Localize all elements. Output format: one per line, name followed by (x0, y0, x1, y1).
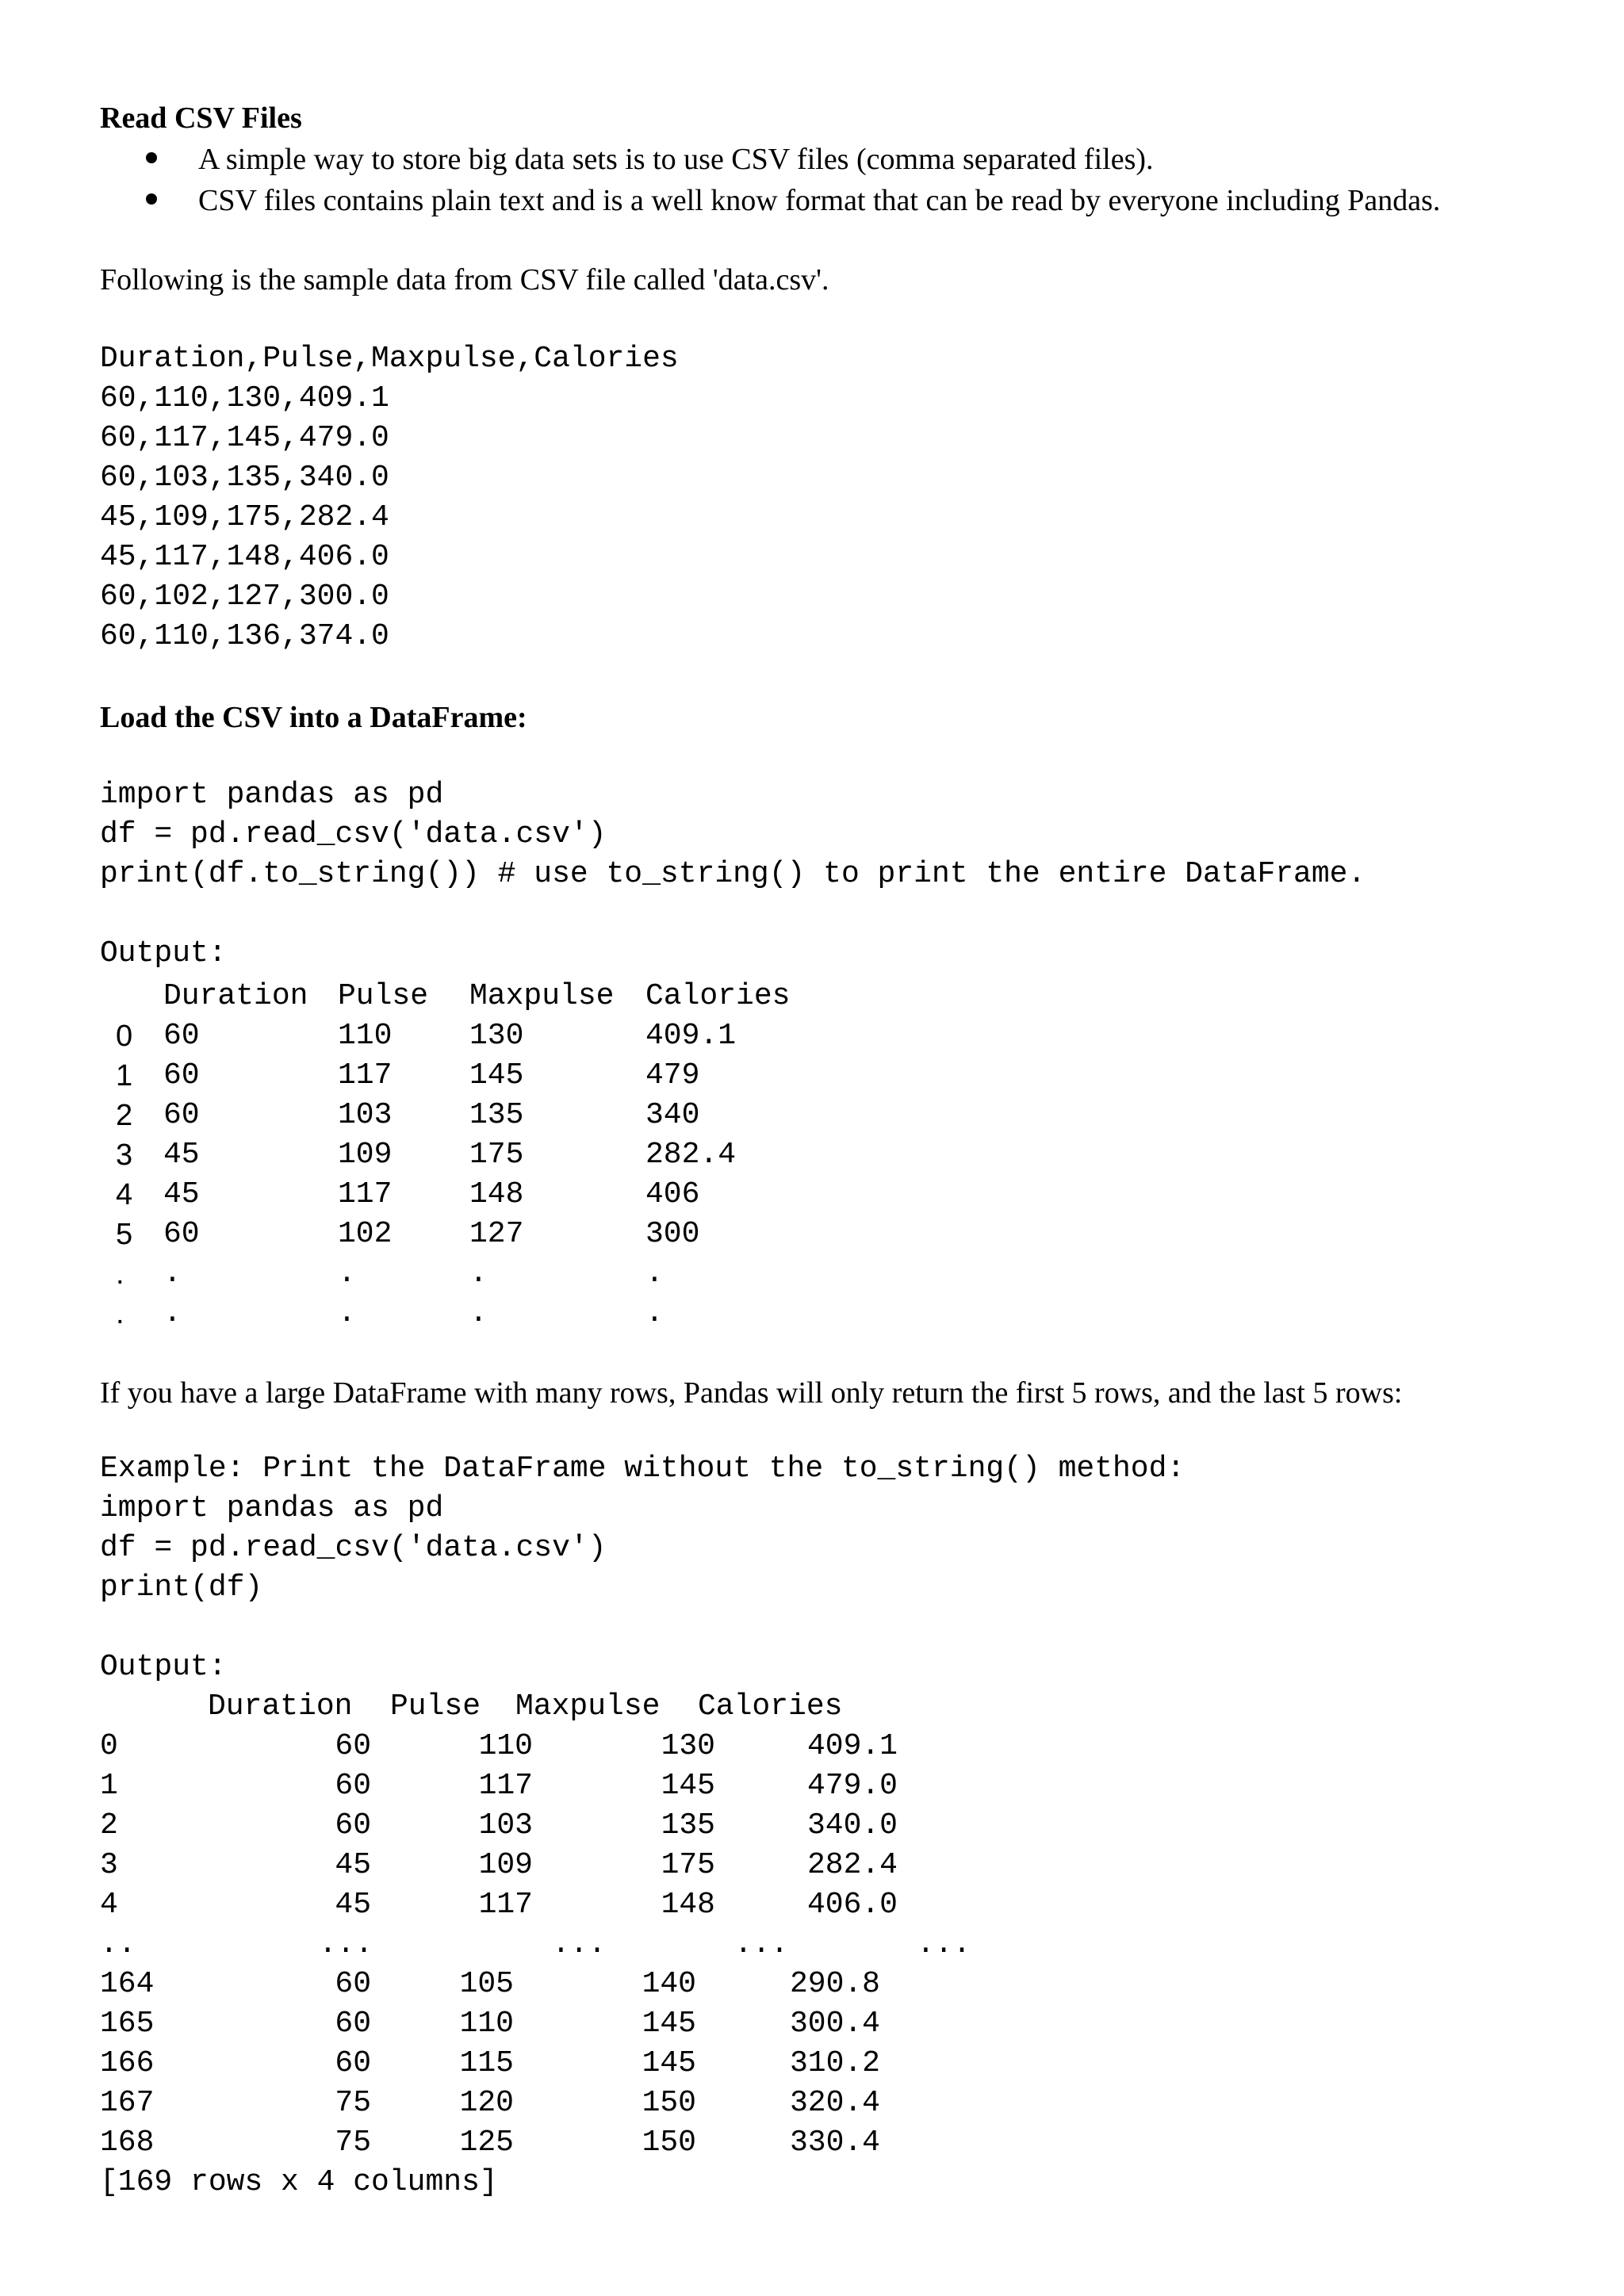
table-cell: 150 (642, 2126, 696, 2160)
table-cell: 340.0 (806, 1808, 898, 1843)
table-cell: 45 (335, 1848, 371, 1882)
table-cell: 479.0 (806, 1769, 898, 1803)
csv-line: 60,110,136,374.0 (100, 619, 389, 653)
table-cell: 406 (645, 1177, 700, 1211)
table-cell: 145 (661, 1769, 715, 1803)
csv-line: 60,102,127,300.0 (100, 580, 389, 614)
code-block-1 (100, 775, 1365, 894)
table-cell: 145 (642, 2007, 696, 2041)
code-line: df = pd.read_csv('data.csv') (100, 1531, 607, 1565)
table-cell: 282.4 (645, 1138, 737, 1172)
table-cell: . (469, 1296, 488, 1330)
bullet-text: A simple way to store big data sets is to use CSV files (comma separated files). (198, 143, 1154, 176)
table-cell: 145 (469, 1058, 524, 1093)
table-cell: 103 (338, 1098, 393, 1132)
column-header: Pulse (390, 1689, 481, 1724)
table-cell: 109 (478, 1848, 533, 1882)
intro-paragraph: Following is the sample data from CSV file called 'data.csv'. (100, 263, 829, 297)
table-cell: 125 (459, 2126, 514, 2160)
table-cell: ... (552, 1927, 607, 1961)
table-cell: 60 (335, 2046, 371, 2080)
table-cell: ... (319, 1927, 373, 1961)
table-cell: . (645, 1257, 664, 1291)
table-cell: 60 (335, 2007, 371, 2041)
column-header: Maxpulse (515, 1689, 661, 1724)
row-index: 4 (100, 1888, 118, 1922)
column-header: Duration (208, 1689, 353, 1724)
table-cell: 60 (335, 1729, 371, 1763)
table-cell: 60 (335, 1769, 371, 1803)
row-index: 166 (100, 2046, 155, 2080)
table-cell: 117 (338, 1177, 393, 1211)
column-header: Duration (163, 979, 308, 1013)
table-cell: 117 (478, 1888, 533, 1922)
row-index: 3 (100, 1848, 118, 1882)
table-cell: 102 (338, 1217, 393, 1251)
row-index: 2 (100, 1808, 118, 1843)
row-count-footer: [169 rows x 4 columns] (100, 2165, 498, 2199)
column-header: Calories (698, 1689, 843, 1724)
table-cell: 290.8 (789, 1967, 880, 2001)
table-cell: 130 (469, 1019, 524, 1053)
table-cell: 409.1 (806, 1729, 898, 1763)
section-heading: Read CSV Files (100, 101, 302, 135)
row-index: 5 (116, 1218, 133, 1251)
table-cell: 120 (459, 2086, 514, 2120)
csv-line: 45,117,148,406.0 (100, 540, 389, 574)
table-cell: 175 (661, 1848, 715, 1882)
table-cell: ... (734, 1927, 789, 1961)
table-cell: . (645, 1296, 664, 1330)
table-cell: 145 (642, 2046, 696, 2080)
output-label-1: Output: (100, 936, 227, 970)
load-heading: Load the CSV into a DataFrame: (100, 701, 527, 734)
table-cell: 75 (335, 2126, 371, 2160)
row-index: 0 (100, 1729, 118, 1763)
table-cell: 135 (661, 1808, 715, 1843)
table-cell: 45 (163, 1177, 200, 1211)
bullet-dot-icon (146, 193, 157, 205)
large-dataframe-paragraph: If you have a large DataFrame with many rows, Pandas will only return the first 5 rows, and the last 5 rows: (100, 1376, 1403, 1410)
column-header: Pulse (338, 979, 429, 1013)
table-cell: 115 (459, 2046, 514, 2080)
table-cell: 109 (338, 1138, 393, 1172)
row-index: 2 (116, 1099, 133, 1132)
column-header: Calories (645, 979, 791, 1013)
table-cell: 110 (459, 2007, 514, 2041)
table-cell: 135 (469, 1098, 524, 1132)
row-index: 164 (100, 1967, 155, 2001)
csv-line: 60,103,135,340.0 (100, 461, 389, 495)
table-cell: 148 (469, 1177, 524, 1211)
csv-line: Duration,Pulse,Maxpulse,Calories (100, 342, 679, 376)
code-line: df = pd.read_csv('data.csv') (100, 817, 607, 851)
row-index: 1 (116, 1059, 133, 1093)
row-index: .. (100, 1927, 136, 1961)
table-cell: ... (917, 1927, 971, 1961)
row-index: . (116, 1297, 124, 1330)
row-index: 4 (116, 1178, 133, 1211)
row-index: 3 (116, 1138, 133, 1172)
table-cell: 75 (335, 2086, 371, 2120)
row-index: 165 (100, 2007, 155, 2041)
table-cell: 60 (335, 1967, 371, 2001)
table-cell: . (338, 1296, 356, 1330)
code-line: print(df.to_string()) # use to_string() to print the entire DataFrame. (100, 857, 1366, 891)
table-cell: 409.1 (645, 1019, 737, 1053)
table-cell: 148 (661, 1888, 715, 1922)
code-line: print(df) (100, 1571, 263, 1605)
table-cell: 127 (469, 1217, 524, 1251)
table-cell: 105 (459, 1967, 514, 2001)
row-index: 0 (116, 1020, 133, 1053)
table-cell: 60 (163, 1019, 200, 1053)
code-line: import pandas as pd (100, 778, 444, 812)
table-cell: 282.4 (806, 1848, 898, 1882)
row-index: . (116, 1257, 124, 1291)
table-cell: 60 (335, 1808, 371, 1843)
table-cell: 110 (478, 1729, 533, 1763)
table-cell: 130 (661, 1729, 715, 1763)
table-cell: 117 (338, 1058, 393, 1093)
table-cell: 150 (642, 2086, 696, 2120)
row-index: 1 (100, 1769, 118, 1803)
table-cell: 406.0 (806, 1888, 898, 1922)
table-cell: 300.4 (789, 2007, 880, 2041)
table-cell: 110 (338, 1019, 393, 1053)
column-header: Maxpulse (469, 979, 615, 1013)
table-cell: 60 (163, 1058, 200, 1093)
table-cell: . (338, 1257, 356, 1291)
code-line: Example: Print the DataFrame without the to_string() method: (100, 1452, 1185, 1486)
csv-line: 45,109,175,282.4 (100, 500, 389, 534)
csv-line: 60,117,145,479.0 (100, 421, 389, 455)
csv-line: 60,110,130,409.1 (100, 381, 389, 415)
table-cell: 340 (645, 1098, 700, 1132)
table-cell: . (163, 1257, 182, 1291)
table-cell: 320.4 (789, 2086, 880, 2120)
table-cell: 300 (645, 1217, 700, 1251)
table-cell: 103 (478, 1808, 533, 1843)
table-cell: 45 (163, 1138, 200, 1172)
csv-sample-block (100, 339, 679, 656)
table-cell: 310.2 (789, 2046, 880, 2080)
table-cell: 117 (478, 1769, 533, 1803)
output-label-2: Output: (100, 1650, 227, 1684)
table-cell: 60 (163, 1098, 200, 1132)
bullet-dot-icon (146, 152, 157, 163)
code-line: import pandas as pd (100, 1491, 444, 1525)
table-cell: 60 (163, 1217, 200, 1251)
code-block-2 (100, 1449, 1185, 1608)
table-cell: 140 (642, 1967, 696, 2001)
table-cell: 330.4 (789, 2126, 880, 2160)
row-index: 168 (100, 2126, 155, 2160)
row-index: 167 (100, 2086, 155, 2120)
table-cell: 175 (469, 1138, 524, 1172)
table-cell: . (163, 1296, 182, 1330)
bullet-text: CSV files contains plain text and is a well know format that can be read by everyone including Pandas. (198, 184, 1441, 217)
table-cell: 45 (335, 1888, 371, 1922)
table-cell: 479 (645, 1058, 700, 1093)
table-cell: . (469, 1257, 488, 1291)
